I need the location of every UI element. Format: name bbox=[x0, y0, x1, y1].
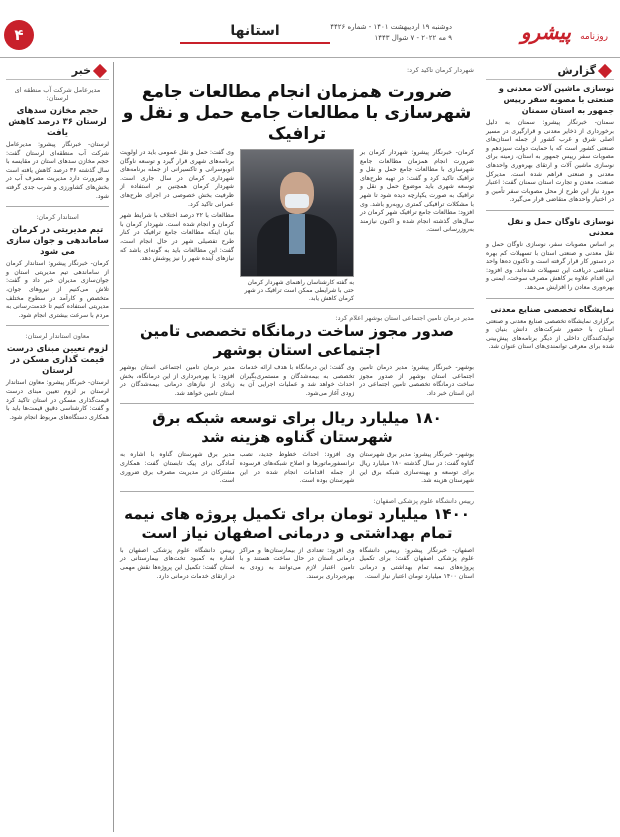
date-line-1: دوشنبه ۱۹ اردیبهشت ۱۴۰۱ - شماره ۴۴۲۶ bbox=[330, 23, 452, 31]
news-body-2: کرمان- خبرنگار پیشرو: استاندار کرمان از ساماندهی تیم مدیریتی استان و جوان‌سازی مدیران خبر داد و گفت: تلاش می‌کنیم از نیروهای جوان، متخصص و کارآمد در سطوح مختلف مدیریتی استفاده کنیم تا خدمت‌رسانی به مردم با سرعت بیشتری انجام شود. bbox=[6, 260, 109, 319]
article-2-body-c: مدیر درمان تامین اجتماعی استان بوشهر افزود: با بهره‌برداری از این درمانگاه، بخش زیادی از نیازهای درمانی بیمه‌شدگان در استان تامین خواهد شد. bbox=[119, 364, 235, 397]
report-body-2: بر اساس مصوبات سفر، نوسازی ناوگان حمل و نقل معدنی و صنعتی استان با تسهیلات کم بهره در دستور کار قرار گرفته است و تاکنون ده‌ها واحد متقاضی دریافت این تسهیلات شده‌اند. وی افزود: این اقدام علاوه بر کاهش مصرف سوخت، ایمنی و بهره‌وری معادن را افزایش می‌دهد. bbox=[486, 240, 614, 291]
article-2-body-a: بوشهر- خبرنگار پیشرو: مدیر درمان تامین اجتماعی استان بوشهر از صدور مجوز ساخت درمانگاه تخصصی تامین اجتماعی در این استان خبر داد. bbox=[359, 364, 474, 397]
masthead bbox=[458, 20, 608, 52]
article-2-body bbox=[120, 364, 474, 398]
article-3-body-b: وی افزود: احداث خطوط جدید، نصب ترانسفورماتورها و اصلاح شبکه‌های فرسوده از جمله اقدامات انجام شده در این شهرستان بوده است. bbox=[239, 451, 355, 485]
article-4-kicker: رییس دانشگاه علوم پزشکی اصفهان: bbox=[373, 496, 474, 505]
article-1 bbox=[120, 149, 474, 303]
report-body-1: سمنان- خبرنگار پیشرو: سمنان به دلیل برخورداری از ذخایر معدنی و قرارگیری در مسیر اصلی شرق و غرب کشور از جمله استان‌های صنعتی کشور است که با حمایت دولت سیزدهم و مصوبات سفر رییس جمهور به استان، زمینه برای نوسازی ماشین آلات و ارتقای بهره‌وری واحدهای معدنی و صنعتی فراهم شده است. مدیرکل صنعت، معدن و تجارت استان سمنان گفت: اعتبار مورد نیاز این طرح از محل مصوبات سفر تأمین و در اختیار واحدهای متقاضی قرار می‌گیرد. bbox=[486, 119, 614, 204]
article-3-body-c: مدیر برق شهرستان گناوه با اشاره به آمادگی برای پیک تابستان گفت: همکاری مشترکان در مدیریت مصرف برق ضروری است. bbox=[119, 451, 235, 485]
news-section-label: خبر bbox=[6, 62, 109, 80]
masthead-logo: پیشرو bbox=[520, 20, 571, 44]
report-section-label: گزارش bbox=[486, 62, 614, 80]
news-kicker-2: استاندار کرمان: bbox=[36, 213, 79, 222]
article-4-body bbox=[120, 547, 474, 581]
report-body-3: برگزاری نمایشگاه تخصصی صنایع معدنی و صنعتی استان با حضور شرکت‌های دانش بنیان و تولیدکنندگان داخلی از دیگر برنامه‌های پیش‌بینی شده برای معرفی توانمندی‌های استان عنوان شد. bbox=[486, 317, 614, 351]
diamond-icon bbox=[93, 63, 107, 77]
diamond-icon bbox=[598, 63, 612, 77]
page-header bbox=[0, 0, 620, 58]
news-kicker-3: معاون استاندار لرستان: bbox=[25, 332, 90, 341]
article-2-headline: صدور مجوز ساخت درمانگاه تخصصی تامین اجتماعی استان بوشهر bbox=[140, 322, 454, 359]
article-2-body-b: وی گفت: این درمانگاه با هدف ارائه خدمات تخصصی به بیمه‌شدگان و مستمری‌بگیران احداث خواهد شد و عملیات اجرایی آن به زودی آغاز می‌شود. bbox=[239, 364, 355, 397]
left-column bbox=[6, 62, 114, 832]
news-kicker-1: مدیرعامل شرکت آب منطقه ای لرستان: bbox=[14, 86, 101, 102]
article-3-headline: ۱۸۰ میلیارد ریال برای توسعه شبکه برق شهرستان گناوه هزینه شد bbox=[152, 409, 442, 447]
report-headline-2: نوسازی ناوگان حمل و نقل معدنی bbox=[507, 216, 614, 237]
report-headline-3: نمایشگاه تخصصی صنایع معدنی bbox=[490, 304, 614, 314]
section-title: استانها bbox=[180, 18, 330, 44]
photo-caption: به گفته کارشناسان راهنمای شهردار کرمان حتی با شرایطی ممکن است ترافیک در شهر کرمان کاهش یابد. bbox=[244, 279, 354, 302]
news-headline-3: لزوم تعیین مبنای درست قیمت گذاری مسکن در لرستان bbox=[6, 344, 109, 377]
article-4-body-c: رییس دانشگاه علوم پزشکی اصفهان با اشاره به کمبود تخت‌های بیمارستانی در استان گفت: تکمیل این پروژه‌ها نقش مهمی در ارتقای خدمات درمانی دارد. bbox=[119, 546, 235, 580]
article-1-body-b: وی گفت: حمل و نقل عمومی باید در اولویت برنامه‌های شهری قرار گیرد و توسعه ناوگان اتوبوسرانی و تاکسیرانی از جمله برنامه‌های شهرداری کرمان در سال جاری است. شهردار کرمان همچنین بر استفاده از ظرفیت بخش خصوصی در اجرای طرح‌های عمرانی تاکید کرد. bbox=[120, 149, 234, 208]
article-4-body-b: وی افزود: تعدادی از بیمارستان‌ها و مراکز درمانی استان در حال ساخت هستند و با تامین اعتبار لازم می‌توانند به زودی به بهره‌برداری برسند. bbox=[239, 546, 355, 580]
article-1-body-a: کرمان- خبرنگار پیشرو: شهردار کرمان بر ضرورت انجام همزمان مطالعات جامع شهرسازی با مطالعات جامع حمل و نقل و ترافیک تاکید کرد و گفت: در تهیه طرح‌های توسعه شهری باید موضوع حمل و نقل و ترافیک به صورت یکپارچه دیده شود تا شهر با مشکلات ترافیکی کمتری روبه‌رو باشد. وی افزود: مطالعات جامع ترافیک شهر کرمان در سال‌های گذشته انجام شده و اکنون نیازمند به‌روزرسانی است. bbox=[360, 149, 474, 234]
article-4-headline: ۱۴۰۰ میلیارد تومان برای تکمیل پروژه های نیمه تمام بهداشتی و درمانی اصفهان نیاز است bbox=[124, 504, 470, 542]
article-1-headline: ضرورت همزمان انجام مطالعات جامع شهرسازی با مطالعات جامع حمل و نقل و ترافیک bbox=[122, 82, 472, 144]
news-body-1: لرستان- خبرنگار پیشرو: مدیرعامل شرکت آب منطقه‌ای لرستان گفت: حجم مخازن سدهای استان در مقایسه با سال گذشته ۳۶ درصد کاهش یافته است و ضرورت دارد مدیریت مصرف آب در بخش‌های کشاورزی و شرب جدی گرفته شود. bbox=[6, 141, 109, 200]
masthead-prefix: روزنامه bbox=[580, 32, 608, 42]
page-number-badge: ۴ bbox=[4, 20, 34, 50]
news-headline-2: تیم مدیریتی در کرمان ساماندهی و جوان سازی می شود bbox=[6, 225, 109, 258]
article-4-body-a: اصفهان- خبرنگار پیشرو: رییس دانشگاه علوم پزشکی اصفهان گفت: برای تکمیل پروژه‌های نیمه تمام بهداشتی و درمانی استان ۱۴۰۰ میلیارد تومان اعتبار نیاز است. bbox=[359, 546, 474, 580]
report-headline-1: نوسازی ماشین آلات معدنی و صنعتی با مصوبه سفر رییس جمهور به استان سمنان bbox=[498, 84, 614, 115]
mayor-photo bbox=[240, 149, 354, 277]
article-3-body-a: بوشهر- خبرنگار پیشرو: مدیر برق شهرستان گناوه گفت: در سال گذشته ۱۸۰ میلیارد ریال برای توسعه و بهینه‌سازی شبکه برق این شهرستان هزینه شد. bbox=[359, 451, 474, 485]
issue-date bbox=[312, 22, 452, 44]
main-column bbox=[120, 62, 474, 832]
news-body-3: لرستان- خبرنگار پیشرو: معاون استاندار لرستان بر لزوم تعیین مبنای درست قیمت‌گذاری مسکن در استان تاکید کرد و گفت: کارشناسی دقیق قیمت‌ها باید با همکاری دستگاه‌های مربوط انجام شود. bbox=[6, 379, 109, 421]
article-1-body-c: مطالعات با ۲۲ درصد اختلاف با شرایط شهر کرمان و انجام شده است. شهردار کرمان با بیان اینکه مطالعات جامع ترافیک در کنار طرح تفصیلی شهر در حال انجام است، گفت: این مطالعات باید به گونه‌ای باشد که نیازهای آینده شهر را نیز پوشش دهد. bbox=[120, 212, 234, 263]
article-3-body bbox=[120, 451, 474, 485]
right-column bbox=[486, 62, 614, 832]
article-2-kicker: مدیر درمان تامین اجتماعی استان بوشهر اعلام کرد: bbox=[335, 314, 474, 322]
article-1-kicker: شهردار کرمان تاکید کرد: bbox=[406, 66, 474, 74]
date-line-2: ۹ مه ۲۰۲۲ - ۷ شوال ۱۴۴۳ bbox=[374, 34, 452, 42]
news-headline-1: حجم مخازن سدهای لرستان ۳۶ درصد کاهش یافت bbox=[8, 106, 107, 138]
